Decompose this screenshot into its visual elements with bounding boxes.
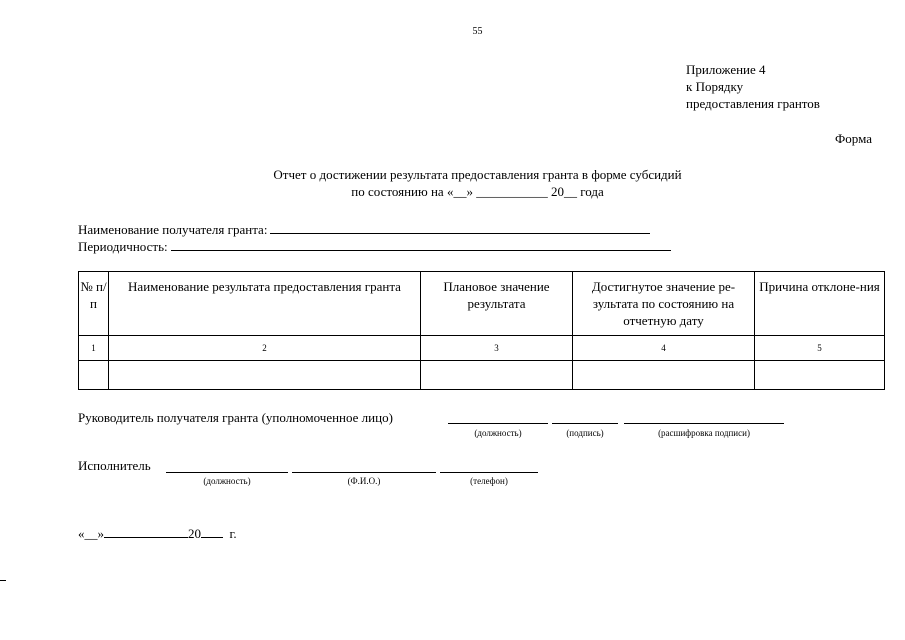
head-position-caption: (должность) <box>474 428 522 438</box>
appendix-line-1: Приложение 4 <box>686 62 766 77</box>
appendix-line-3: предоставления грантов <box>686 96 820 111</box>
header-result-name: Наименование результата предоставления гранта <box>109 272 421 336</box>
executor-phone-line[interactable] <box>440 460 538 473</box>
executor-name-line[interactable] <box>292 460 436 473</box>
executor-position-line[interactable] <box>166 460 288 473</box>
date-month-line[interactable] <box>104 525 188 538</box>
table-row <box>79 361 885 390</box>
date-line <box>78 525 237 542</box>
head-signature-caption: (подпись) <box>566 428 604 438</box>
header-number: № п/п <box>79 272 109 336</box>
date-suffix: г. <box>229 526 237 541</box>
report-table <box>78 271 885 390</box>
column-number: 5 <box>755 336 885 361</box>
header-achieved-value: Достигнутое значение ре-зультата по состоянию на отчетную дату <box>573 272 755 336</box>
header-planned-value: Плановое значение результата <box>421 272 573 336</box>
head-signature-line[interactable] <box>552 411 618 424</box>
header-deviation-reason: Причина отклоне-ния <box>755 272 885 336</box>
page-number: 55 <box>472 26 483 37</box>
head-name-caption: (расшифровка подписи) <box>658 428 750 438</box>
title-line-2: по состоянию на «__» ___________ 20__ года <box>351 184 604 199</box>
recipient-field <box>78 221 650 238</box>
form-label: Форма <box>835 131 872 146</box>
column-number: 4 <box>573 336 755 361</box>
margin-mark <box>0 580 6 581</box>
table-cell[interactable] <box>573 361 755 390</box>
executor-phone-caption: (телефон) <box>470 476 508 486</box>
recipient-label: Наименование получателя гранта: <box>78 222 268 237</box>
table-cell[interactable] <box>109 361 421 390</box>
date-year-prefix: 20 <box>188 526 201 541</box>
title-line-1: Отчет о достижении результата предоставления гранта в форме субсидий <box>273 167 682 182</box>
date-day: «__» <box>78 526 104 541</box>
executor-label: Исполнитель <box>78 458 151 473</box>
periodicity-input-line[interactable] <box>171 238 671 251</box>
head-name-line[interactable] <box>624 411 784 424</box>
column-number: 1 <box>79 336 109 361</box>
table-cell[interactable] <box>79 361 109 390</box>
table-cell[interactable] <box>421 361 573 390</box>
table-cell[interactable] <box>755 361 885 390</box>
executor-position-caption: (должность) <box>203 476 251 486</box>
column-number: 3 <box>421 336 573 361</box>
column-number-row <box>79 336 885 361</box>
head-position-line[interactable] <box>448 411 548 424</box>
appendix-reference <box>686 61 820 112</box>
periodicity-label: Периодичность: <box>78 239 168 254</box>
head-signature-label: Руководитель получателя гранта (уполномоченное лицо) <box>78 410 393 425</box>
column-number: 2 <box>109 336 421 361</box>
executor-name-caption: (Ф.И.О.) <box>347 476 381 486</box>
appendix-line-2: к Порядку <box>686 79 744 94</box>
recipient-input-line[interactable] <box>270 221 650 234</box>
date-year-line[interactable] <box>201 525 223 538</box>
table-header-row <box>79 272 885 336</box>
document-title <box>0 166 905 200</box>
periodicity-field <box>78 238 671 255</box>
